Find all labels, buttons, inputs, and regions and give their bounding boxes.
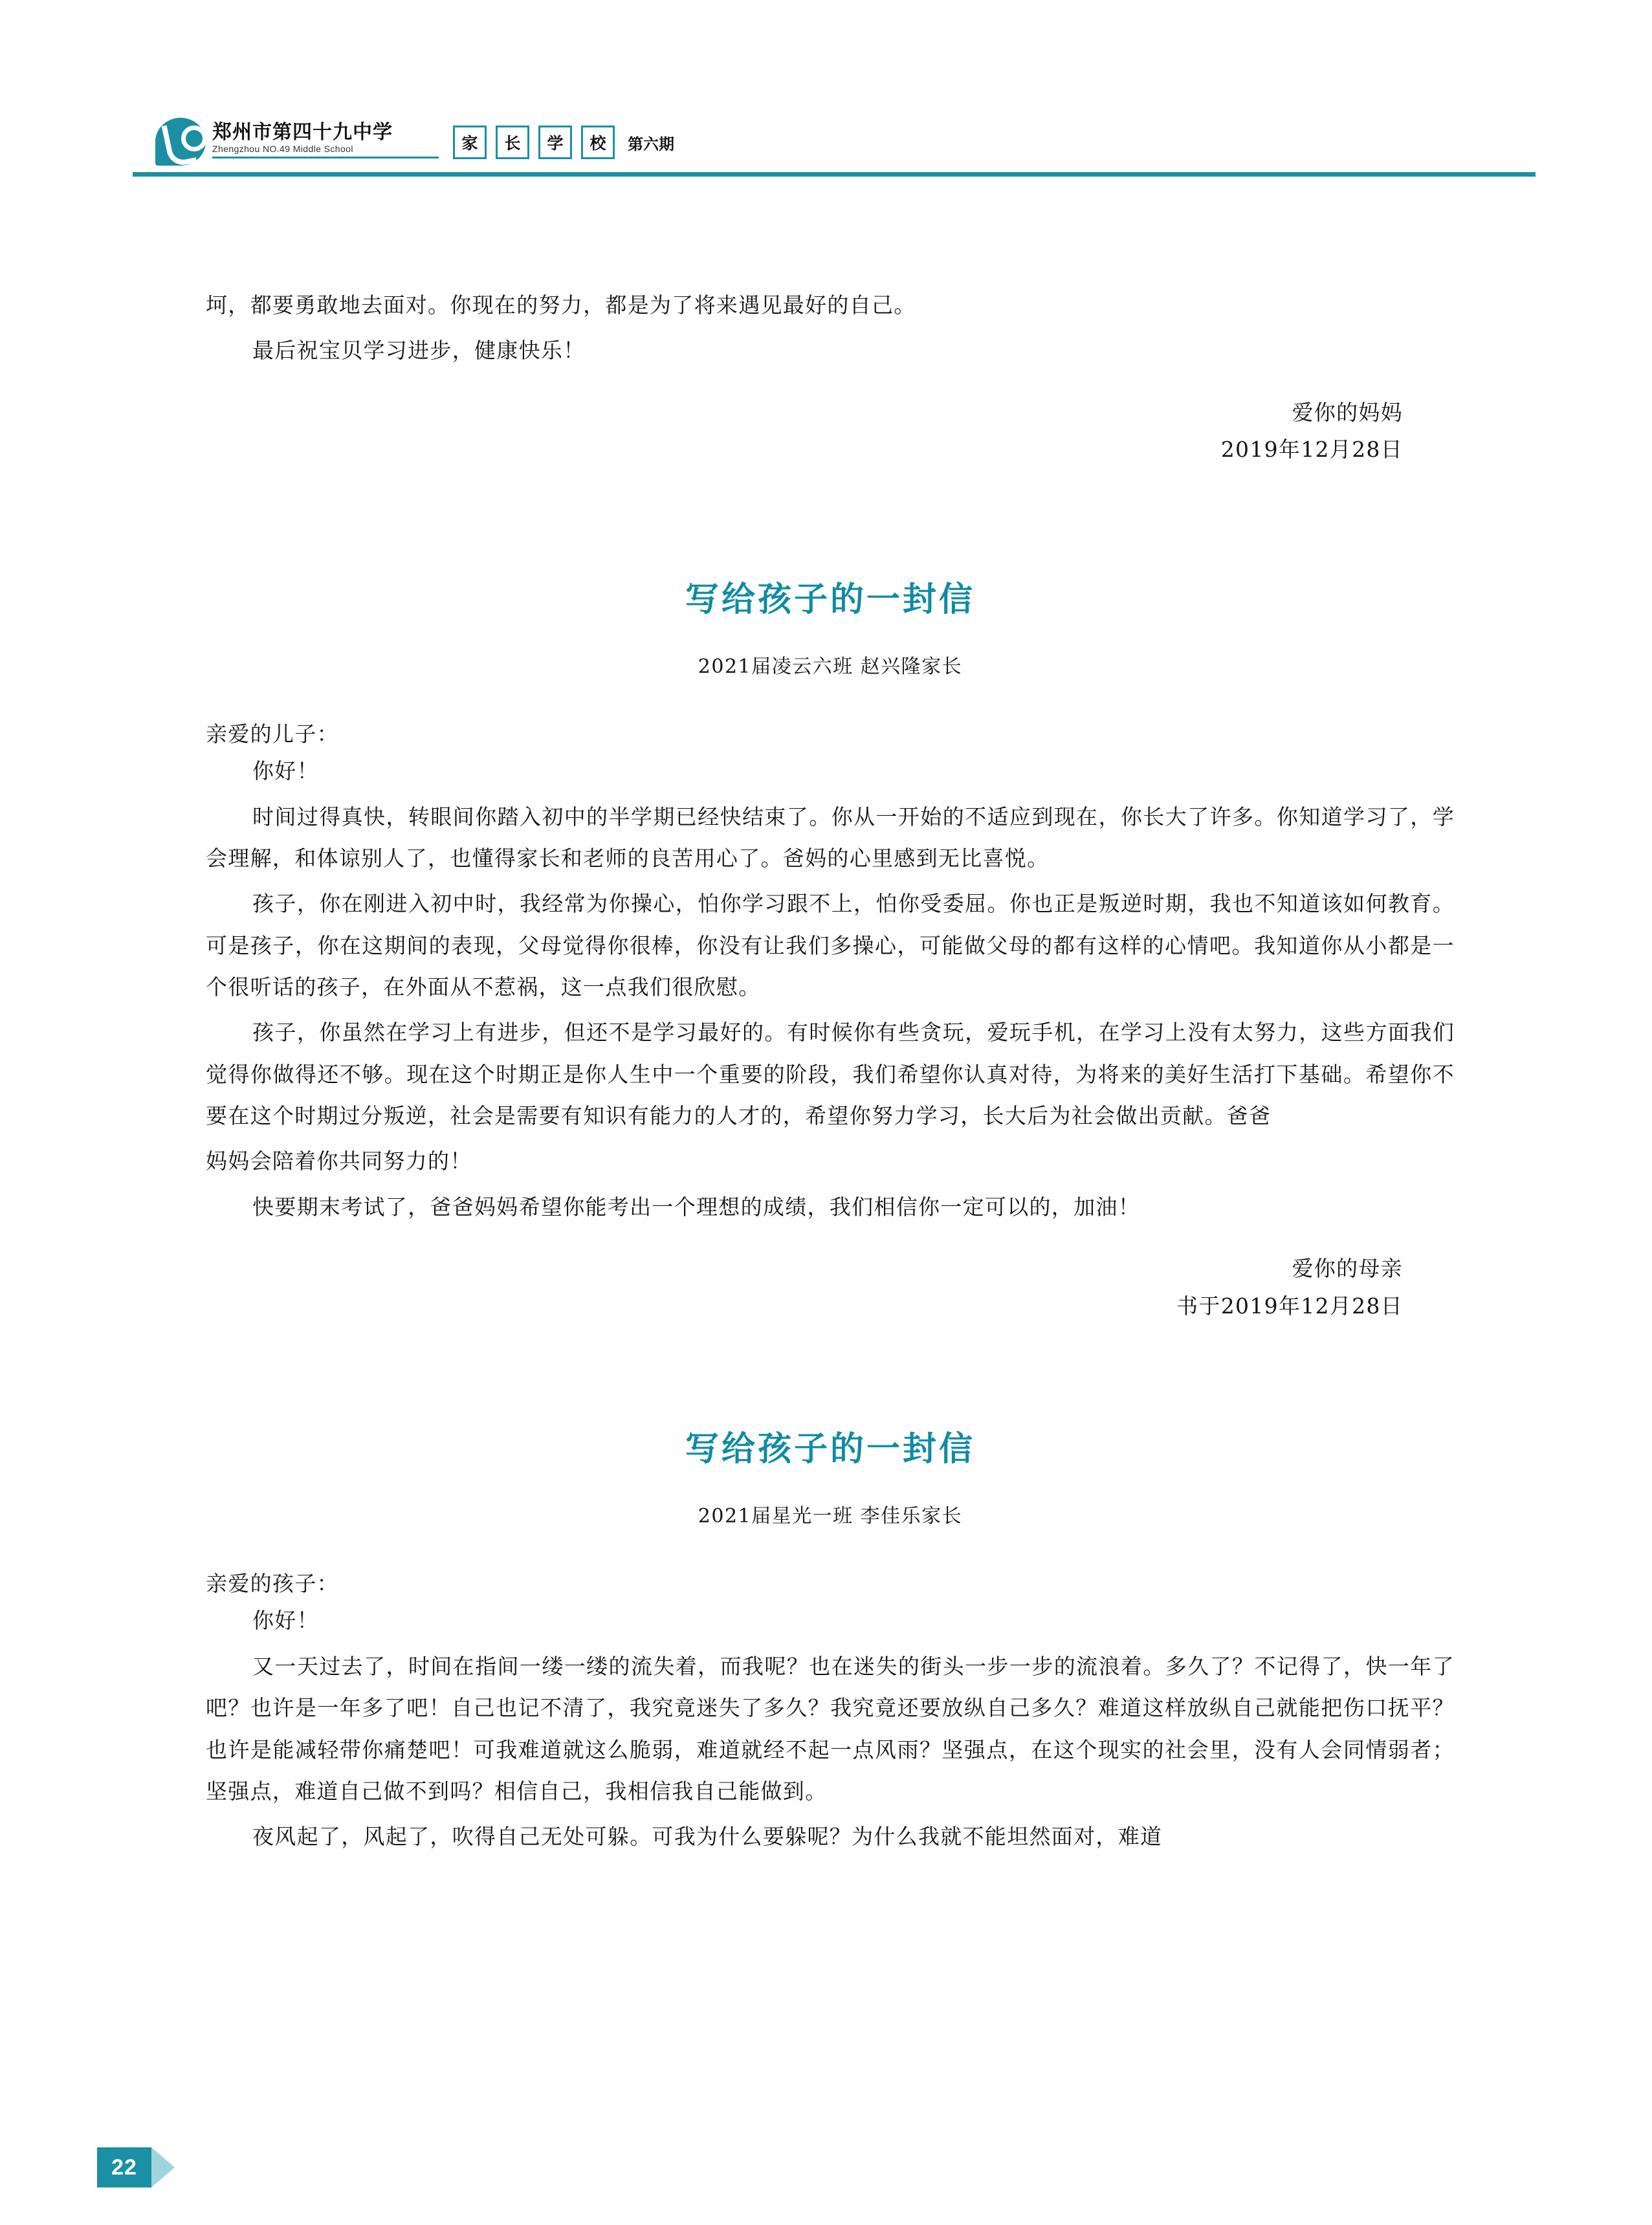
spacer-byline-body-three xyxy=(206,1528,1455,1567)
letter-two-title: 写给孩子的一封信 xyxy=(685,580,975,620)
school-name-group xyxy=(212,122,439,161)
letter-top-paragraph-1: 坷，都要勇敢地去面对。你现在的努力，都是为了将来遇见最好的自己。 xyxy=(206,292,916,318)
letter-two-signature xyxy=(206,1250,1455,1325)
letter-three-salutation: 亲爱的孩子： xyxy=(206,1571,339,1597)
letter-three-greeting: 你好！ xyxy=(252,1608,319,1634)
letter-two-paragraph-4: 妈妈会陪着你共同努力的！ xyxy=(206,1148,472,1174)
school-badge-icon xyxy=(155,118,206,166)
issue-label: 第六期 xyxy=(628,135,674,153)
letter-two-byline: 2021届凌云六班 赵兴隆家长 xyxy=(698,655,963,679)
spacer-before-letter-two xyxy=(206,475,1455,572)
letter-two-signature-name: 爱你的母亲 xyxy=(1292,1255,1403,1281)
header-tag-1: 家 xyxy=(453,126,487,159)
spacer-before-letter-three xyxy=(206,1331,1455,1421)
letter-three-paragraph-1: 又一天过去了，时间在指间一缕一缕的流失着，而我呢？也在迷失的街头一步一步的流浪着。多久了？不记得了，快一年了吧？也许是一年多了吧！自己也记不清了，我究竟迷失了多久？我究竟还要放纵自己多久？难道这样放纵自己就能把伤口抚平？也许是能减轻带你痛楚吧！可我难道就这么脆弱，难道就经不起一点风雨？坚强点，在这个现实的社会里，没有人会同情弱者；坚强点，难道自己做不到吗？相信自己，我相信我自己能做到。 xyxy=(206,1653,1455,1804)
school-name-underline xyxy=(212,157,439,159)
page-footer xyxy=(97,2147,175,2187)
page-header xyxy=(0,110,1652,188)
spacer-title-byline-two xyxy=(206,620,1455,650)
letter-top-signature-date: 2019年12月28日 xyxy=(1220,437,1403,463)
school-name-en: Zhengzhou NO.49 Middle School xyxy=(212,144,353,155)
header-divider xyxy=(133,172,1536,177)
letter-three-byline: 2021届星光一班 李佳乐家长 xyxy=(698,1505,963,1528)
header-tag-4: 校 xyxy=(581,126,615,159)
spacer-title-byline-three xyxy=(206,1470,1455,1500)
letter-two-paragraph-5: 快要期末考试了，爸爸妈妈希望你能考出一个理想的成绩，我们相信你一定可以的，加油！ xyxy=(252,1194,1140,1220)
letter-two-greeting: 你好！ xyxy=(252,758,319,784)
header-tag-3: 学 xyxy=(538,126,572,159)
letter-top-signature xyxy=(206,394,1455,469)
letter-three-title: 写给孩子的一封信 xyxy=(685,1430,975,1469)
page-content xyxy=(206,285,1455,1862)
school-name-cn: 郑州市第四十九中学 xyxy=(212,120,393,144)
letter-top-signature-name: 爱你的妈妈 xyxy=(1292,399,1403,425)
letter-two-salutation: 亲爱的儿子： xyxy=(206,721,339,747)
page-number: 22 xyxy=(97,2147,151,2187)
letter-two-paragraph-1: 时间过得真快，转眼间你踏入初中的半学期已经快结束了。你从一开始的不适应到现在，你长大了许多。你知道学习了，学会理解，和体谅别人了，也懂得家长和老师的良苦用心了。爸妈的心里感到无比喜悦。 xyxy=(206,804,1455,871)
letter-top-paragraph-2: 最后祝宝贝学习进步，健康快乐！ xyxy=(252,338,586,364)
school-logo-block xyxy=(155,118,439,166)
spacer-byline-body-two xyxy=(206,679,1455,718)
letter-three-paragraph-2: 夜风起了，风起了，吹得自己无处可躲。可我为什么要躲呢？为什么我就不能坦然面对，难道 xyxy=(252,1824,1163,1850)
letter-two-paragraph-2: 孩子，你在刚进入初中时，我经常为你操心，怕你学习跟不上，怕你受委屈。你也正是叛逆时期，我也不知道该如何教育。可是孩子，你在这期间的表现，父母觉得你很棒，你没有让我们多操心，可能做父母的都有这样的心情吧。我知道你从小都是一个很听话的孩子，在外面从不惹祸，这一点我们很欣慰。 xyxy=(206,891,1455,1000)
header-tag-2: 长 xyxy=(496,126,529,159)
letter-two-signature-date: 书于2019年12月28日 xyxy=(1176,1293,1403,1319)
header-tag-group xyxy=(453,126,674,159)
letter-two-paragraph-3: 孩子，你虽然在学习上有进步，但还不是学习最好的。有时候你有些贪玩，爱玩手机，在学习上没有太努力，这些方面我们觉得你做得还不够。现在这个时期正是你人生中一个重要的阶段，我们希望你认真对待，为将来的美好生活打下基础。希望你不要在这个时期过分叛逆，社会是需要有知识有能力的人才的，希望你努力学习，长大后为社会做出贡献。爸爸 xyxy=(206,1020,1455,1128)
arrow-right-icon xyxy=(151,2147,175,2187)
